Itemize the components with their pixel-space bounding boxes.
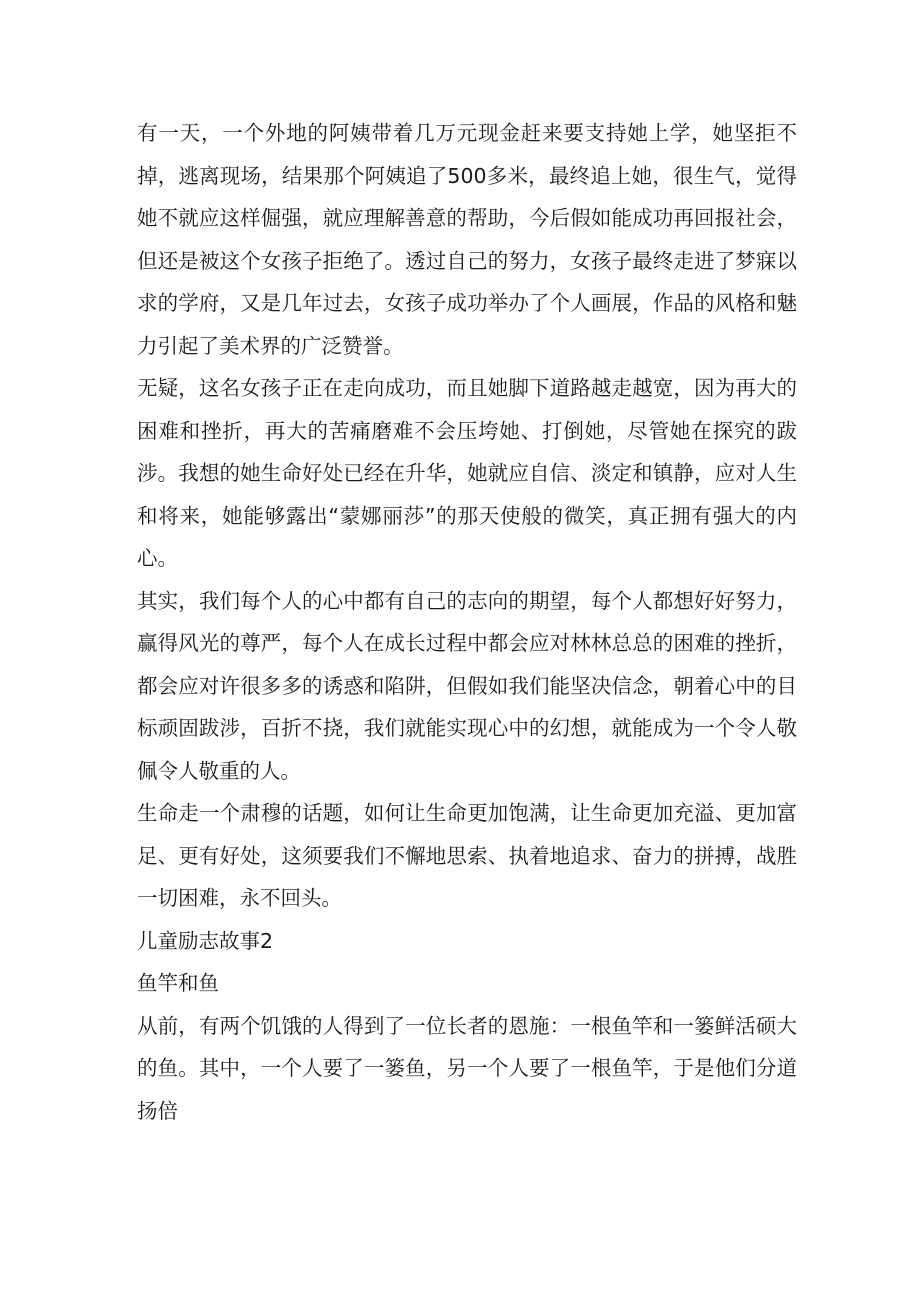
paragraph-story-opening: 从前，有两个饥饿的人得到了一位长者的恩施：一根鱼竿和一篓鲜活硕大的鱼。其中，一个人要了一篓鱼，另一个人要了一根鱼竿，于是他们分道扬倍: [137, 1013, 797, 1123]
paragraph-life-topic: 生命走一个肃穆的话题，如何让生命更加饱满，让生命更加充溢、更加富足、更有好处，这须要我们不懈地思索、执着地追求、奋力的拼搏，战胜一切困难，永不回头。: [137, 801, 797, 910]
paragraph-aspiration: 其实，我们每个人的心中都有自己的志向的期望，每个人都想好好努力，赢得风光的尊严，每个人在成长过程中都会应对林林总总的困难的挫折，都会应对许很多多的诱惑和陷阱，但假如我们能坚决信念，朝着心中的目标顽固跋涉，百折不挠，我们就能实现心中的幻想，就能成为一个令人敬佩令人敬重的人。: [137, 588, 797, 783]
paragraph-success: 无疑，这名女孩子正在走向成功，而且她脚下道路越走越宽，因为再大的困难和挫折，再大的苦痛磨难不会压垮她、打倒她，尽管她在探究的跋涉。我想的她生命好处已经在升华，她就应自信、淡定和镇静，应对人生和将来，她能够露出“蒙娜丽莎”的那天使般的微笑，真正拥有强大的内心。: [137, 376, 797, 570]
section-title: 儿童励志故事2: [137, 928, 274, 953]
document-body: [137, 112, 797, 1132]
paragraph-aunt-story: 有一天，一个外地的阿姨带着几万元现金赶来要支持她上学，她坚拒不掉，逃离现场，结果那个阿姨追了500多米，最终追上她，很生气，觉得她不就应这样倔强，就应理解善意的帮助，今后假如能成功再回报社会，但还是被这个女孩子拒绝了。透过自己的努力，女孩子最终走进了梦寐以求的学府，又是几年过去，女孩子成功举办了个人画展，作品的风格和魅力引起了美术界的广泛赞誉。: [137, 121, 797, 358]
story-title: 鱼竿和鱼: [137, 971, 219, 995]
